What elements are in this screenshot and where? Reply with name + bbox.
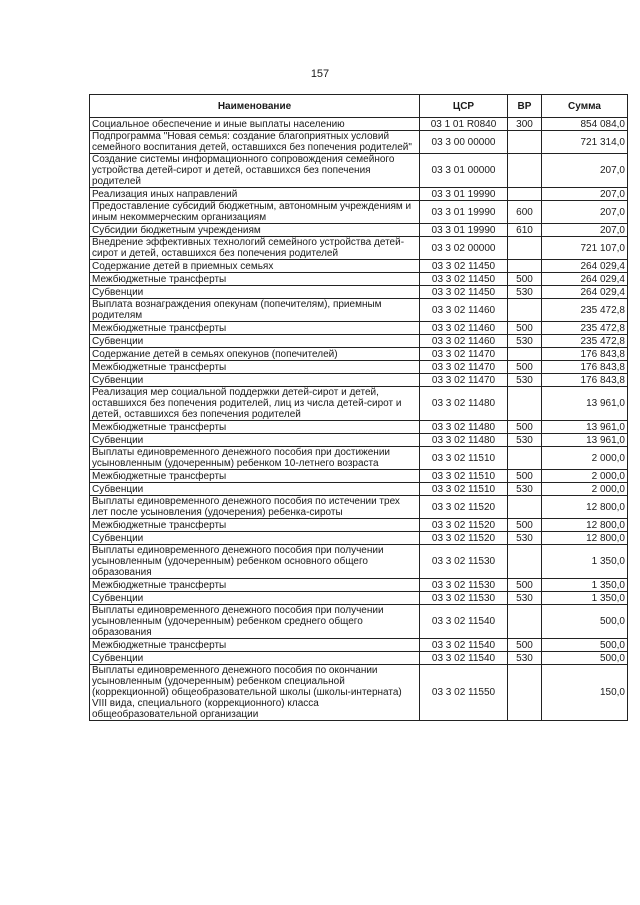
row-vr-cell bbox=[508, 387, 542, 421]
row-csr-cell: 03 3 02 11530 bbox=[420, 545, 508, 579]
row-sum-cell: 150,0 bbox=[542, 665, 628, 721]
table-row bbox=[90, 237, 628, 260]
row-sum-cell: 12 800,0 bbox=[542, 532, 628, 545]
row-name-cell: Субвенции bbox=[90, 532, 420, 545]
row-vr-cell: 530 bbox=[508, 374, 542, 387]
row-sum-cell: 176 843,8 bbox=[542, 361, 628, 374]
row-sum-cell: 13 961,0 bbox=[542, 387, 628, 421]
row-vr-cell: 600 bbox=[508, 201, 542, 224]
row-name-cell: Межбюджетные трансферты bbox=[90, 361, 420, 374]
row-vr-cell bbox=[508, 447, 542, 470]
row-vr-cell: 530 bbox=[508, 434, 542, 447]
table-row bbox=[90, 545, 628, 579]
row-name-cell: Реализация иных направлений bbox=[90, 188, 420, 201]
row-vr-cell bbox=[508, 154, 542, 188]
row-sum-cell: 1 350,0 bbox=[542, 579, 628, 592]
row-name-cell: Субвенции bbox=[90, 652, 420, 665]
row-sum-cell: 721 107,0 bbox=[542, 237, 628, 260]
header-sum: Сумма bbox=[542, 95, 628, 118]
table-row bbox=[90, 434, 628, 447]
row-name-cell: Подпрограмма "Новая семья: создание благоприятных условий семейного воспитания детей, оставшихся без попечения родителей" bbox=[90, 131, 420, 154]
header-name: Наименование bbox=[90, 95, 420, 118]
row-sum-cell: 264 029,4 bbox=[542, 273, 628, 286]
row-name-cell: Выплаты единовременного денежного пособия по окончании усыновленным (удочеренным) ребенком специальной (коррекционной) общеобразовательной школы (школы-интерната) VIII вида, специального (коррекционного) класса общеобразовательной организации bbox=[90, 665, 420, 721]
table-row bbox=[90, 605, 628, 639]
row-vr-cell: 500 bbox=[508, 639, 542, 652]
row-vr-cell: 530 bbox=[508, 483, 542, 496]
table-row bbox=[90, 118, 628, 131]
table-row bbox=[90, 224, 628, 237]
row-vr-cell: 610 bbox=[508, 224, 542, 237]
table-row bbox=[90, 470, 628, 483]
row-vr-cell: 500 bbox=[508, 470, 542, 483]
table-row bbox=[90, 131, 628, 154]
row-vr-cell bbox=[508, 605, 542, 639]
row-csr-cell: 03 3 02 11470 bbox=[420, 361, 508, 374]
row-vr-cell bbox=[508, 545, 542, 579]
row-csr-cell: 03 3 02 11460 bbox=[420, 322, 508, 335]
row-name-cell: Реализация мер социальной поддержки детей-сирот и детей, оставшихся без попечения родителей, лиц из числа детей-сирот и детей, оставшихся без попечения родителей bbox=[90, 387, 420, 421]
table-row bbox=[90, 188, 628, 201]
table-row bbox=[90, 154, 628, 188]
table-row bbox=[90, 447, 628, 470]
row-sum-cell: 2 000,0 bbox=[542, 470, 628, 483]
row-vr-cell: 500 bbox=[508, 421, 542, 434]
row-csr-cell: 03 3 02 11520 bbox=[420, 519, 508, 532]
row-name-cell: Субвенции bbox=[90, 592, 420, 605]
row-csr-cell: 03 3 02 11470 bbox=[420, 374, 508, 387]
row-name-cell: Межбюджетные трансферты bbox=[90, 421, 420, 434]
row-vr-cell: 530 bbox=[508, 652, 542, 665]
row-vr-cell bbox=[508, 348, 542, 361]
row-csr-cell: 03 3 02 11520 bbox=[420, 532, 508, 545]
table-row bbox=[90, 421, 628, 434]
row-vr-cell: 500 bbox=[508, 579, 542, 592]
table-row bbox=[90, 652, 628, 665]
row-sum-cell: 235 472,8 bbox=[542, 335, 628, 348]
row-sum-cell: 13 961,0 bbox=[542, 421, 628, 434]
row-csr-cell: 03 1 01 R0840 bbox=[420, 118, 508, 131]
row-csr-cell: 03 3 02 11450 bbox=[420, 286, 508, 299]
row-sum-cell: 1 350,0 bbox=[542, 545, 628, 579]
row-name-cell: Выплата вознаграждения опекунам (попечителям), приемным родителям bbox=[90, 299, 420, 322]
row-vr-cell: 530 bbox=[508, 335, 542, 348]
table-row bbox=[90, 201, 628, 224]
table-row bbox=[90, 639, 628, 652]
row-sum-cell: 264 029,4 bbox=[542, 286, 628, 299]
page-number: 157 bbox=[310, 68, 330, 80]
row-sum-cell: 207,0 bbox=[542, 188, 628, 201]
row-csr-cell: 03 3 02 11540 bbox=[420, 605, 508, 639]
row-csr-cell: 03 3 02 11460 bbox=[420, 335, 508, 348]
row-name-cell: Внедрение эффективных технологий семейного устройства детей-сирот и детей, оставшихся без попечения родителей bbox=[90, 237, 420, 260]
row-name-cell: Социальное обеспечение и иные выплаты населению bbox=[90, 118, 420, 131]
row-sum-cell: 721 314,0 bbox=[542, 131, 628, 154]
row-sum-cell: 500,0 bbox=[542, 652, 628, 665]
row-vr-cell bbox=[508, 188, 542, 201]
row-sum-cell: 500,0 bbox=[542, 605, 628, 639]
row-name-cell: Субвенции bbox=[90, 483, 420, 496]
row-csr-cell: 03 3 01 19990 bbox=[420, 201, 508, 224]
row-vr-cell bbox=[508, 237, 542, 260]
table-row bbox=[90, 361, 628, 374]
row-name-cell: Выплаты единовременного денежного пособия при достижении усыновленным (удочеренным) ребенком 10-летнего возраста bbox=[90, 447, 420, 470]
row-csr-cell: 03 3 02 11510 bbox=[420, 447, 508, 470]
table-row bbox=[90, 348, 628, 361]
row-vr-cell: 530 bbox=[508, 532, 542, 545]
table-body bbox=[90, 118, 628, 721]
table-row bbox=[90, 299, 628, 322]
row-name-cell: Субвенции bbox=[90, 335, 420, 348]
row-sum-cell: 207,0 bbox=[542, 224, 628, 237]
row-csr-cell: 03 3 02 11530 bbox=[420, 592, 508, 605]
row-name-cell: Предоставление субсидий бюджетным, автономным учреждениям и иным некоммерческим организациям bbox=[90, 201, 420, 224]
header-csr: ЦСР bbox=[420, 95, 508, 118]
row-vr-cell bbox=[508, 496, 542, 519]
table-row bbox=[90, 592, 628, 605]
row-sum-cell: 1 350,0 bbox=[542, 592, 628, 605]
row-name-cell: Выплаты единовременного денежного пособия при получении усыновленным (удочеренным) ребенком основного общего образования bbox=[90, 545, 420, 579]
row-csr-cell: 03 3 02 11520 bbox=[420, 496, 508, 519]
budget-table bbox=[89, 94, 628, 721]
row-name-cell: Субвенции bbox=[90, 374, 420, 387]
table-row bbox=[90, 579, 628, 592]
row-sum-cell: 176 843,8 bbox=[542, 374, 628, 387]
row-sum-cell: 2 000,0 bbox=[542, 483, 628, 496]
table-row bbox=[90, 286, 628, 299]
row-name-cell: Субвенции bbox=[90, 434, 420, 447]
row-name-cell: Субсидии бюджетным учреждениям bbox=[90, 224, 420, 237]
row-csr-cell: 03 3 01 19990 bbox=[420, 188, 508, 201]
row-sum-cell: 854 084,0 bbox=[542, 118, 628, 131]
header-vr: ВР bbox=[508, 95, 542, 118]
row-name-cell: Межбюджетные трансферты bbox=[90, 519, 420, 532]
table-row bbox=[90, 532, 628, 545]
row-name-cell: Выплаты единовременного денежного пособия при получении усыновленным (удочеренным) ребенком среднего общего образования bbox=[90, 605, 420, 639]
row-vr-cell: 530 bbox=[508, 592, 542, 605]
row-vr-cell: 530 bbox=[508, 286, 542, 299]
row-vr-cell: 500 bbox=[508, 322, 542, 335]
row-csr-cell: 03 3 02 11510 bbox=[420, 470, 508, 483]
row-csr-cell: 03 3 02 11450 bbox=[420, 260, 508, 273]
table-row bbox=[90, 483, 628, 496]
row-sum-cell: 176 843,8 bbox=[542, 348, 628, 361]
row-csr-cell: 03 3 02 11480 bbox=[420, 434, 508, 447]
row-vr-cell: 500 bbox=[508, 361, 542, 374]
row-csr-cell: 03 3 02 11480 bbox=[420, 387, 508, 421]
row-name-cell: Межбюджетные трансферты bbox=[90, 639, 420, 652]
row-csr-cell: 03 3 01 19990 bbox=[420, 224, 508, 237]
row-vr-cell bbox=[508, 131, 542, 154]
row-csr-cell: 03 3 01 00000 bbox=[420, 154, 508, 188]
row-vr-cell bbox=[508, 665, 542, 721]
row-name-cell: Выплаты единовременного денежного пособия по истечении трех лет после усыновления (удочерения) ребенка-сироты bbox=[90, 496, 420, 519]
row-sum-cell: 2 000,0 bbox=[542, 447, 628, 470]
row-sum-cell: 264 029,4 bbox=[542, 260, 628, 273]
row-sum-cell: 207,0 bbox=[542, 154, 628, 188]
table-row bbox=[90, 322, 628, 335]
table-row bbox=[90, 374, 628, 387]
row-name-cell: Межбюджетные трансферты bbox=[90, 322, 420, 335]
row-sum-cell: 235 472,8 bbox=[542, 299, 628, 322]
table-row bbox=[90, 273, 628, 286]
table-row bbox=[90, 496, 628, 519]
row-csr-cell: 03 3 02 11460 bbox=[420, 299, 508, 322]
row-sum-cell: 12 800,0 bbox=[542, 519, 628, 532]
row-csr-cell: 03 3 02 11480 bbox=[420, 421, 508, 434]
row-name-cell: Субвенции bbox=[90, 286, 420, 299]
row-name-cell: Межбюджетные трансферты bbox=[90, 470, 420, 483]
row-vr-cell bbox=[508, 260, 542, 273]
table-row bbox=[90, 519, 628, 532]
row-csr-cell: 03 3 02 00000 bbox=[420, 237, 508, 260]
table-row bbox=[90, 335, 628, 348]
row-name-cell: Содержание детей в семьях опекунов (попечителей) bbox=[90, 348, 420, 361]
row-sum-cell: 12 800,0 bbox=[542, 496, 628, 519]
row-vr-cell: 500 bbox=[508, 273, 542, 286]
row-vr-cell bbox=[508, 299, 542, 322]
row-csr-cell: 03 3 02 11470 bbox=[420, 348, 508, 361]
table-row bbox=[90, 387, 628, 421]
row-name-cell: Межбюджетные трансферты bbox=[90, 273, 420, 286]
row-name-cell: Содержание детей в приемных семьях bbox=[90, 260, 420, 273]
row-sum-cell: 235 472,8 bbox=[542, 322, 628, 335]
row-csr-cell: 03 3 02 11450 bbox=[420, 273, 508, 286]
table-row bbox=[90, 665, 628, 721]
row-csr-cell: 03 3 02 11510 bbox=[420, 483, 508, 496]
row-sum-cell: 207,0 bbox=[542, 201, 628, 224]
row-csr-cell: 03 3 02 11540 bbox=[420, 652, 508, 665]
header-row bbox=[90, 95, 628, 118]
row-vr-cell: 500 bbox=[508, 519, 542, 532]
row-csr-cell: 03 3 02 11550 bbox=[420, 665, 508, 721]
row-csr-cell: 03 3 02 11530 bbox=[420, 579, 508, 592]
row-csr-cell: 03 3 02 11540 bbox=[420, 639, 508, 652]
row-sum-cell: 13 961,0 bbox=[542, 434, 628, 447]
table-row bbox=[90, 260, 628, 273]
row-vr-cell: 300 bbox=[508, 118, 542, 131]
row-sum-cell: 500,0 bbox=[542, 639, 628, 652]
row-csr-cell: 03 3 00 00000 bbox=[420, 131, 508, 154]
row-name-cell: Межбюджетные трансферты bbox=[90, 579, 420, 592]
row-name-cell: Создание системы информационного сопровождения семейного устройства детей-сирот и детей, оставшихся без попечения родителей bbox=[90, 154, 420, 188]
